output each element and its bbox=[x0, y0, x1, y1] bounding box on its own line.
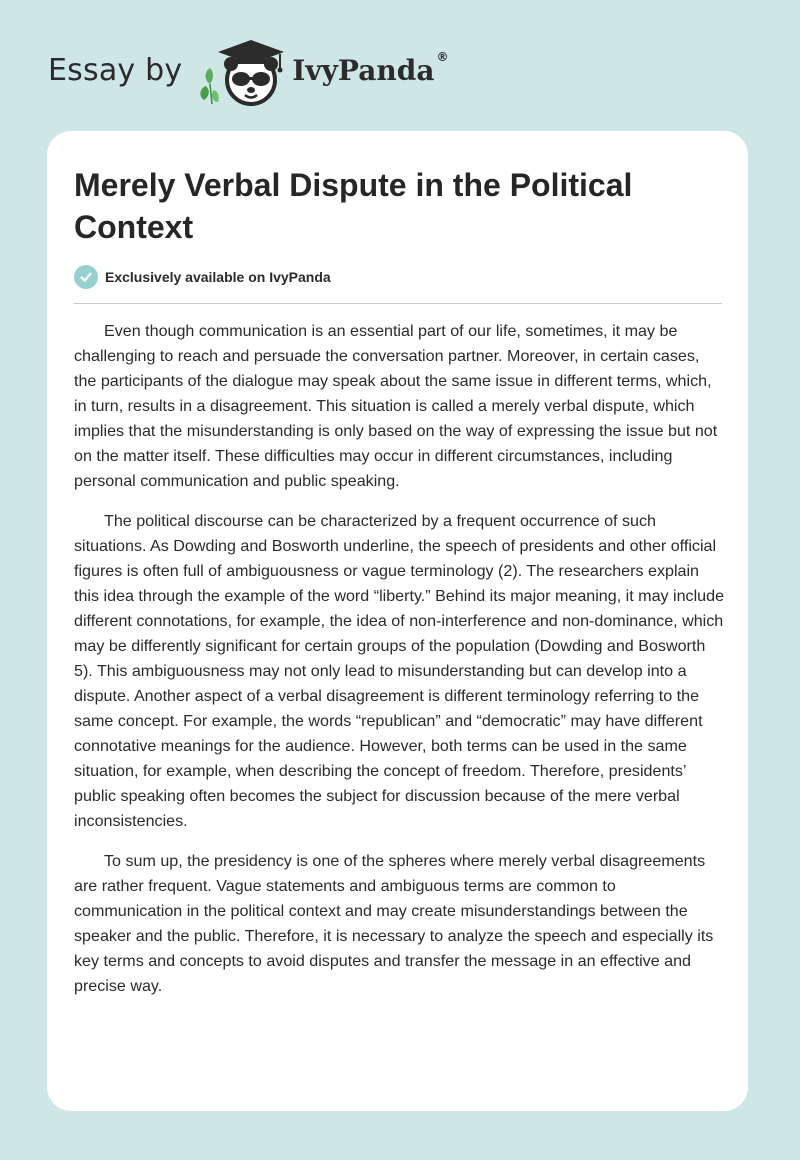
essay-body bbox=[74, 319, 726, 1014]
brand-header bbox=[48, 34, 448, 106]
check-icon-glyph bbox=[79, 270, 93, 284]
brand-name bbox=[292, 49, 449, 87]
paragraph-3: To sum up, the presidency is one of the spheres where merely verbal disagreements are rather frequent. Vague statements and ambiguous terms are common to communication in the political context and may create misunderstandings between the speaker and the public. Therefore, it is necessary to analyze the speech and especially its key terms and concepts to avoid disputes and transfer the message in an effective and precise way. bbox=[74, 852, 714, 995]
paragraph-1: Even though communication is an essential part of our life, sometimes, it may be challenging to reach and persuade the conversation partner. Moreover, in certain cases, the participants of the dialogue may speak about the same issue in different terms, which, in turn, results in a disagreement. This situation is called a merely verbal dispute, which implies that the misunderstanding is only based on the way of expressing the issue but not on the matter itself. These difficulties may occur in different circumstances, including personal communication and public speaking. bbox=[74, 322, 718, 490]
title-divider bbox=[74, 303, 722, 304]
brand-prefix: Essay by bbox=[48, 52, 183, 88]
exclusive-badge bbox=[74, 264, 331, 290]
paragraph-2: The political discourse can be characterized by a frequent occurrence of such situations. As Dowding and Bosworth underline, the speech of presidents and other official figures is often full of ambiguousness or vague terminology (2). The researchers explain this idea through the example of the word “liberty.” Behind its major meaning, it may include different connotations, for example, the idea of non-interference and non-dominance, which may be differently significant for certain groups of the population (Dowding and Bosworth 5). This ambiguousness may not only lead to misunderstanding but can develop into a dispute. Another aspect of a verbal disagreement is different terminology referring to the same concept. For example, the words “republican” and “democratic” may have different connotative meanings for the audience. However, both terms can be used in the same situation, for example, when describing the concept of freedom. Therefore, presidents’ public speaking often becomes the subject for discussion because of the mere verbal inconsistencies. bbox=[74, 512, 725, 830]
check-icon bbox=[74, 265, 98, 289]
exclusive-badge-label: Exclusively available on IvyPanda bbox=[105, 269, 331, 285]
panda-graduate-logo-icon bbox=[196, 34, 290, 106]
brand-name-text: IvyPanda bbox=[292, 53, 435, 87]
page-title: Merely Verbal Dispute in the Political Context bbox=[74, 167, 633, 245]
essay-card bbox=[47, 131, 748, 1111]
registered-mark: ® bbox=[436, 49, 449, 64]
